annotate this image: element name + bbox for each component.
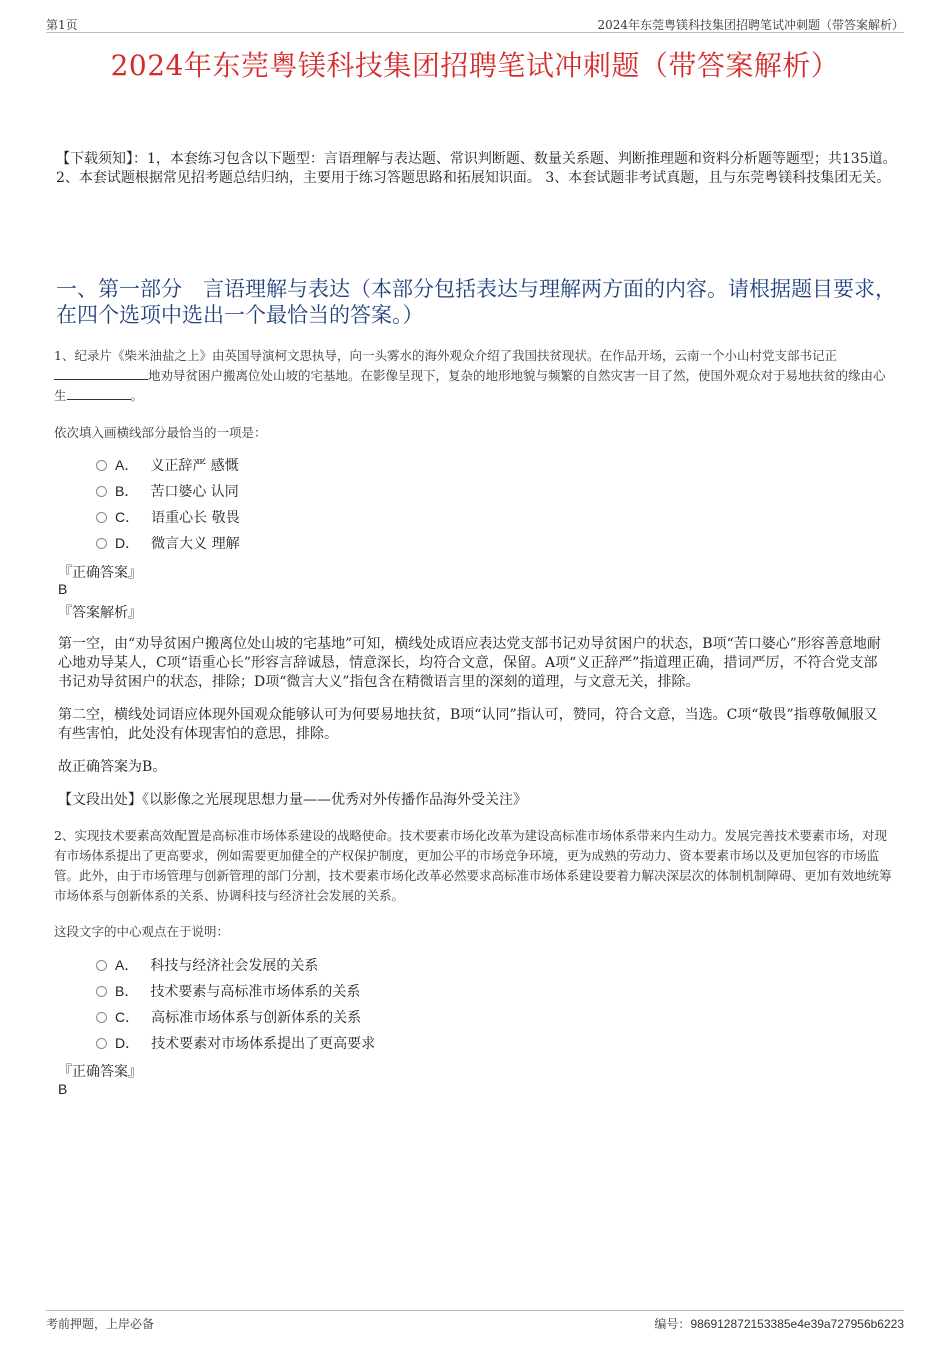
q1-analysis-label: 『答案解析』	[58, 605, 142, 621]
footer-code: 编号：986912872153385e4e39a727956b6223	[654, 1317, 904, 1331]
radio-icon[interactable]	[96, 1012, 107, 1023]
question-1-text-c: 。	[130, 388, 144, 403]
page-number: 第1页	[46, 18, 78, 32]
q1-source: 【文段出处】《以影像之光展现思想力量——优秀对外传播作品海外受关注》	[58, 792, 527, 808]
q1-option-c[interactable]: C． 语重心长 敬畏	[96, 507, 240, 527]
fill-blank-2	[67, 387, 131, 400]
q1-answer: B	[58, 581, 68, 597]
q1-analysis-p2: 第二空，横线处词语应体现外国观众能够认可为何要易地扶贫，B项“认同”指认可，赞同，符合文意，当选。C项“敬畏”指尊敬佩服又有些害怕，此处没有体现害怕的意思，排除。	[58, 707, 878, 742]
radio-icon[interactable]	[96, 960, 107, 971]
footer-slogan: 考前押题，上岸必备	[46, 1317, 155, 1331]
section-heading: 一、第一部分 言语理解与表达（本部分包括表达与理解两方面的内容。请根据题目要求，在四个选项中选出一个最恰当的答案。）	[56, 277, 896, 327]
download-notice: 【下载须知】：1，本套练习包含以下题型：言语理解与表达题、常识判断题、数量关系题、判断推理题和资料分析题等题型；共135道。 2、本套试题根据常见招考题总结归纳，主要用于练习答题思路和拓展知识面。 3、本套试题非考试真题，且与东莞粤镁科技集团无关。	[56, 151, 897, 186]
question-1-text-b: 地劝导贫困户搬离位处山坡的宅基地。在影像呈现下，复杂的地形地貌与频繁的自然灾害一目了然，使国外观众对于易地扶贫的缘由心生	[54, 368, 886, 403]
q1-option-b[interactable]: B． 苦口婆心 认同	[96, 481, 239, 501]
fill-blank-1	[54, 367, 148, 380]
page-footer	[46, 1310, 904, 1331]
q1-analysis-p1: 第一空，由“劝导贫困户搬离位处山坡的宅基地”可知，横线处成语应表达党支部书记劝导贫困户的状态，B项“苦口婆心”形容善意地耐心地劝导某人，C项“语重心长”形容言辞诚恳，情意深长，均符合文意，保留。A项“义正辞严”指道理正确，措词严厉，不符合党支部书记劝导贫困户的状态，排除；D项“微言大义”指包含在精微语言里的深刻的道理，与文意无关，排除。	[58, 636, 881, 690]
radio-icon[interactable]	[96, 986, 107, 997]
question-1-prompt: 依次填入画横线部分最恰当的一项是：	[54, 425, 267, 440]
radio-icon[interactable]	[96, 460, 107, 471]
q2-option-d[interactable]: D． 技术要素对市场体系提出了更高要求	[96, 1033, 375, 1053]
document-title: 2024年东莞粤镁科技集团招聘笔试冲刺题（带答案解析）	[110, 49, 840, 82]
radio-icon[interactable]	[96, 486, 107, 497]
q1-answer-label: 『正确答案』	[58, 565, 142, 581]
header-doc-title: 2024年东莞粤镁科技集团招聘笔试冲刺题（带答案解析）	[597, 18, 904, 32]
q2-answer-label: 『正确答案』	[58, 1064, 142, 1080]
question-2-prompt: 这段文字的中心观点在于说明：	[54, 924, 230, 939]
question-1-stem	[54, 346, 896, 406]
q2-option-a[interactable]: A． 科技与经济社会发展的关系	[96, 955, 318, 975]
question-1-text-a: 1、纪录片《柴米油盐之上》由英国导演柯文思执导，向一头雾水的海外观众介绍了我国扶贫现状。在作品开场，云南一个小山村党支部书记正	[54, 348, 837, 363]
q1-analysis-p3: 故正确答案为B。	[58, 759, 167, 775]
question-2-stem: 2、实现技术要素高效配置是高标准市场体系建设的战略使命。技术要素市场化改革为建设高标准市场体系带来内生动力。发展完善技术要素市场，对现有市场体系提出了更高要求，例如需要更加健全的产权保护制度，更加公平的市场竞争环境，更为成熟的劳动力、资本要素市场以及更加包容的市场监管。此外，由于市场管理与创新管理的部门分割，技术要素市场化改革必然要求高标准市场体系建设要着力解决深层次的体制机制障碍、更加有效地统筹市场体系与创新体系的关系、协调科技与经济社会发展的关系。	[54, 828, 892, 903]
q1-option-d[interactable]: D． 微言大义 理解	[96, 533, 240, 553]
page-header	[46, 14, 904, 33]
q2-answer: B	[58, 1081, 68, 1097]
radio-icon[interactable]	[96, 512, 107, 523]
radio-icon[interactable]	[96, 1038, 107, 1049]
radio-icon[interactable]	[96, 538, 107, 549]
q1-option-a[interactable]: A． 义正辞严 感慨	[96, 455, 239, 475]
q2-option-c[interactable]: C． 高标准市场体系与创新体系的关系	[96, 1007, 361, 1027]
q2-option-b[interactable]: B． 技术要素与高标准市场体系的关系	[96, 981, 360, 1001]
